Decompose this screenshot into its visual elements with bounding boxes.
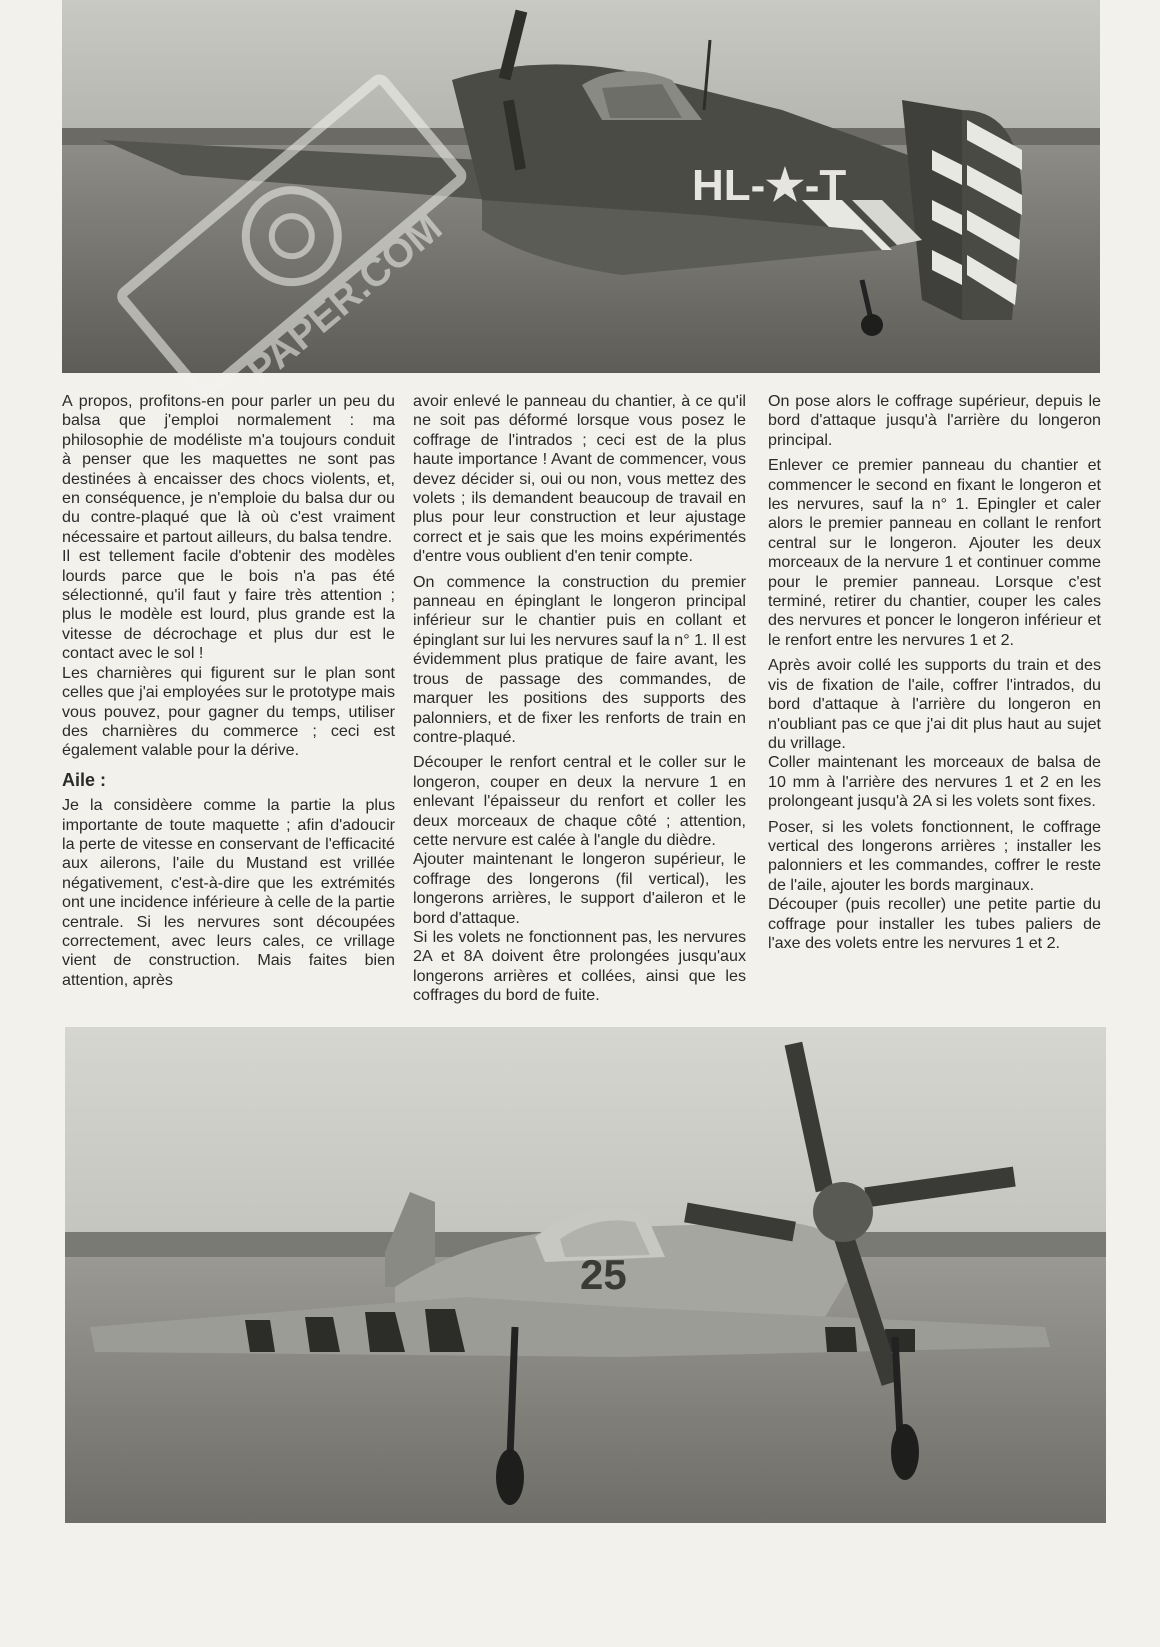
paragraph-fixed-flaps: Si les volets ne fonctionnent pas, les nervures 2A et 8A doivent être prolongées jusqu'aux longerons arrières et collées, ainsi que les coffrages du bord de fuite. [413,927,746,1005]
paragraph-lower-sheeting: Après avoir collé les supports du train et des vis de fixation de l'aile, coffrer l'intrados, du bord d'attaque à l'arrière du longeron en n'oubliant pas ce que j'ai dit plus haut au sujet du vrillage. [768,656,1101,752]
paragraph-upper-spar: Ajouter maintenant le longeron supérieur, le coffrage des longerons (fil vertical), les longerons arrières, le support d'aileron et le bord d'attaque. [413,850,746,927]
text-column-2 [413,392,746,1012]
paragraph-upper-sheeting: On pose alors le coffrage supérieur, depuis le bord d'attaque jusqu'à l'arrière du longeron principal. [768,392,1101,449]
paragraph-flap-tubes: Découper (puis recoller) une petite partie du coffrage pour installer les tubes paliers de l'axe des volets entre les nervures 1 et 2. [768,895,1101,952]
paragraph-working-flaps: Poser, si les volets fonctionnent, le coffrage vertical des longerons arrières ; installer les palonniers et les commandes, coffrer le reste de l'aile, ajouter les bords marginaux. [768,817,1101,894]
mustang-rear-photo-graphic [62,0,1100,373]
paragraph-balsa-intro: A propos, profitons-en pour parler un peu du balsa que j'emploi normalement : ma philosophie de modéliste m'a toujours conduit à penser que les maquettes ne sont pas destinées à encaisser des chocs violents, et, en conséquence, je n'emploie du balsa dur ou du contre-plaqué que là où c'est vraiment nécessaire et partout ailleurs, du balsa tendre. [62,392,395,546]
paragraph-balsa-pieces: Coller maintenant les morceaux de balsa de 10 mm à l'arrière des nervures 1 et 2 en les prolongeant jusqu'à 2A si les volets sont fixes. [768,753,1101,811]
fuselage-number: 25 [580,1251,627,1298]
text-column-3 [768,392,1101,959]
fuselage-markings: HL-★-T [692,161,847,210]
photo-mustang-front-view [65,1027,1106,1523]
photo-mustang-rear-view [62,0,1100,373]
text-column-1 [62,392,395,996]
paragraph-flaps-decision: avoir enlevé le panneau du chantier, à ce qu'il ne soit pas déformé lorsque vous posez le coffrage de l'intrados ; ceci est de la plus haute importance ! Avant de commencer, vous devez décider si, oui ou non, vous mettez des volets ; ils demandent beaucoup de travail en plus pour leur construction et leur ajustage correct et je sais que les moins expérimentés d'entre vous oublient d'en tenir compte. [413,392,746,566]
paragraph-heavy-models: Il est tellement facile d'obtenir des modèles lourds parce que le bois n'a pas été sélectionné, qu'il faut y faire très attention ; plus le modèle est lourd, plus grande est la vitesse de décrochage et plus dur est le contact avec le sol ! [62,547,395,663]
paragraph-central-reinforcement: Découper le renfort central et le coller sur le longeron, couper en deux la nervure 1 en enlevant l'épaisseur du renfort et coller les deux morceaux de chaque côté ; attention, cette nervure est calée à l'angle du dièdre. [413,753,746,849]
watermark-text: PAPER.COM [238,205,451,393]
paragraph-hinges: Les charnières qui figurent sur le plan sont celles que j'ai employées sur le prototype mais vous pouvez, pour gagner du temps, utiliser des charnières du commerce ; ceci est également valable pour la dérive. [62,663,395,760]
paragraph-second-panel: Enlever ce premier panneau du chantier et commencer le second en fixant le longeron et les nervures, sauf la n° 1. Epingler et caler alors le premier panneau en collant le renfort central sur le longeron. Ajouter les deux morceaux de la nervure 1 et continuer comme pour le premier panneau. Lorsque c'est terminé, retirer du chantier, couper les cales des nervures et poncer le longeron inférieur et le renfort entre les nervures 1 et 2. [768,456,1101,649]
paragraph-wing-twist: Je la considèere comme la partie la plus importante de toute maquette ; afin d'adoucir la perte de vitesse en conservant de l'efficacité aux ailerons, l'aile du Mustand est vrillée négativement, c'est-à-dire que les extrémités ont une incidence inférieure à celle de la partie centrale. Si les nervures sont découpées correctement, avec leurs cales, ce vrillage vient de construction. Mais faites bien attention, après [62,796,395,989]
section-heading-aile: Aile : [62,769,107,790]
paragraph-first-panel: On commence la construction du premier panneau en épinglant le longeron principal inférieur sur le chantier puis en collant et épinglant sur lui les nervures sauf la n° 1. Il est évidemment plus pratique de faire avant, les trous de passage des commandes, de marquer les positions des supports des palonniers, et de fixer les renforts de train en contre-plaqué. [413,572,746,746]
mustang-front-photo-graphic [65,1027,1106,1523]
